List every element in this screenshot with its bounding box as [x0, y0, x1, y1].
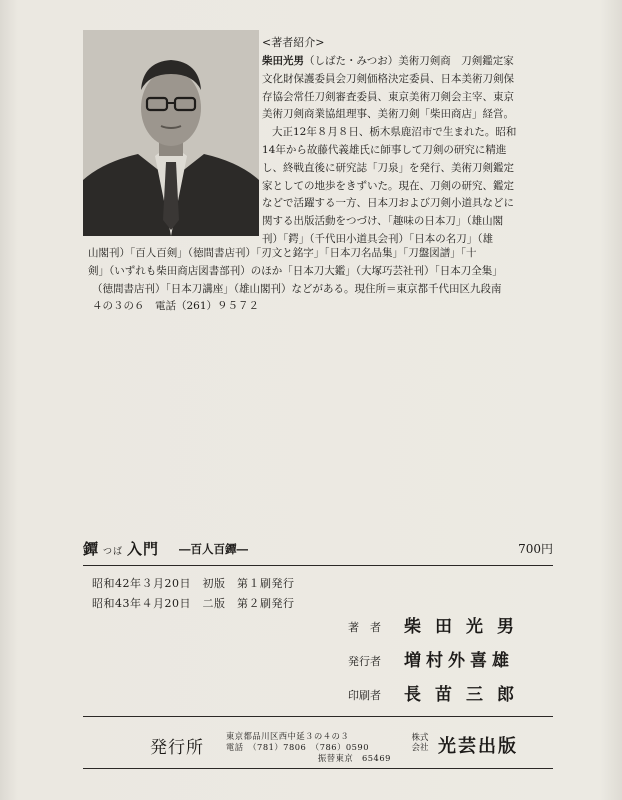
staff-name-author: 柴田光男: [404, 617, 528, 637]
title-ruby: つば: [103, 547, 124, 557]
book-subtitle: ―百人百鐔―: [179, 542, 248, 556]
bio-line: などで活躍する一方、日本刀および刀剣小道具などに: [262, 197, 514, 210]
bio-line: 剣」（いずれも柴田商店図書部刊）のほか「日本刀大鑑」（大塚巧芸社刊）「日本刀全集」: [88, 264, 503, 277]
bio-line: ４の３の６ 電話（261）９５７２: [92, 300, 260, 313]
bio-line: 家としての地歩をきずいた。現在、刀剣の研究、鑑定: [262, 179, 514, 192]
company-type: 株式会社: [411, 733, 429, 753]
author-name: 柴田光男: [262, 55, 304, 67]
author-bio: [262, 53, 552, 249]
edition-line-2: 昭和43年４月20日 二版 第２刷発行: [92, 597, 295, 610]
bio-line: 大正12年８月８日、栃木県鹿沼市で生まれた。昭和: [272, 126, 517, 139]
publisher-label: 発行所: [150, 738, 204, 758]
bio-line: 美術刀剣商業協組理事、美術刀剣「柴田商店」経営。: [262, 108, 514, 121]
bio-line: 関する出版活動をつづけ、「趣味の日本刀」（雄山閣: [262, 215, 504, 228]
address-line: 東京都品川区西中延３の４の３: [226, 731, 350, 741]
bio-line: 文化財保護委員会刀剣価格決定委員、日本美術刀剣保: [262, 72, 514, 85]
author-bio-continued: [88, 245, 554, 316]
staff-name-printer: 長苗三郎: [404, 685, 528, 705]
price: 700円: [518, 542, 553, 556]
bio-line: 山閣刊）「百人百剣」（徳間書店刊）「刃文と銘字」「日本刀名品集」「刀盤図譜」「十: [88, 247, 477, 259]
author-photo: [83, 30, 259, 236]
bio-line: 柴田光男（しばた・みつお）美術刀剣商 刀剣鑑定家: [262, 55, 514, 67]
address-line: 振替東京 65469: [318, 753, 391, 763]
author-intro-heading: <著者紹介>: [262, 36, 325, 49]
divider-bottom: [83, 768, 553, 769]
staff-role-publisher: 発行者: [348, 655, 381, 668]
staff-name-publisher: 増村外喜雄: [404, 651, 514, 671]
bio-line: 存協会常任刀剣審査委員、東京美術刀剣会主宰、東京: [262, 90, 514, 103]
divider-top: [83, 565, 553, 566]
book-title-row: [83, 538, 553, 560]
bio-line: し、終戦直後に研究誌「刀泉」を発行、美術刀剣鑑定: [262, 161, 514, 174]
bio-line: （徳間書店刊）「日本刀講座」（雄山閣刊）などがある。現住所＝東京都千代田区九段南: [92, 282, 502, 295]
staff-role-author: 著 者: [348, 621, 381, 634]
staff-role-printer: 印刷者: [348, 689, 381, 702]
bio-line: 14年から故藤代義雄氏に師事して刀剣の研究に精進: [262, 143, 507, 156]
book-title: 鐔つば 入門: [83, 540, 160, 558]
publisher-address: [226, 731, 391, 764]
divider-middle: [83, 716, 553, 717]
bio-line: 刊）「鍔」（千代田小道具会刊）「日本の名刀」（雄: [262, 232, 493, 245]
address-line: 電話 （781）7806 （786）0590: [226, 742, 369, 752]
author-portrait-image: [83, 30, 259, 236]
edition-line-1: 昭和42年３月20日 初版 第１刷発行: [92, 577, 295, 590]
publisher-name: 光芸出版: [438, 736, 518, 757]
